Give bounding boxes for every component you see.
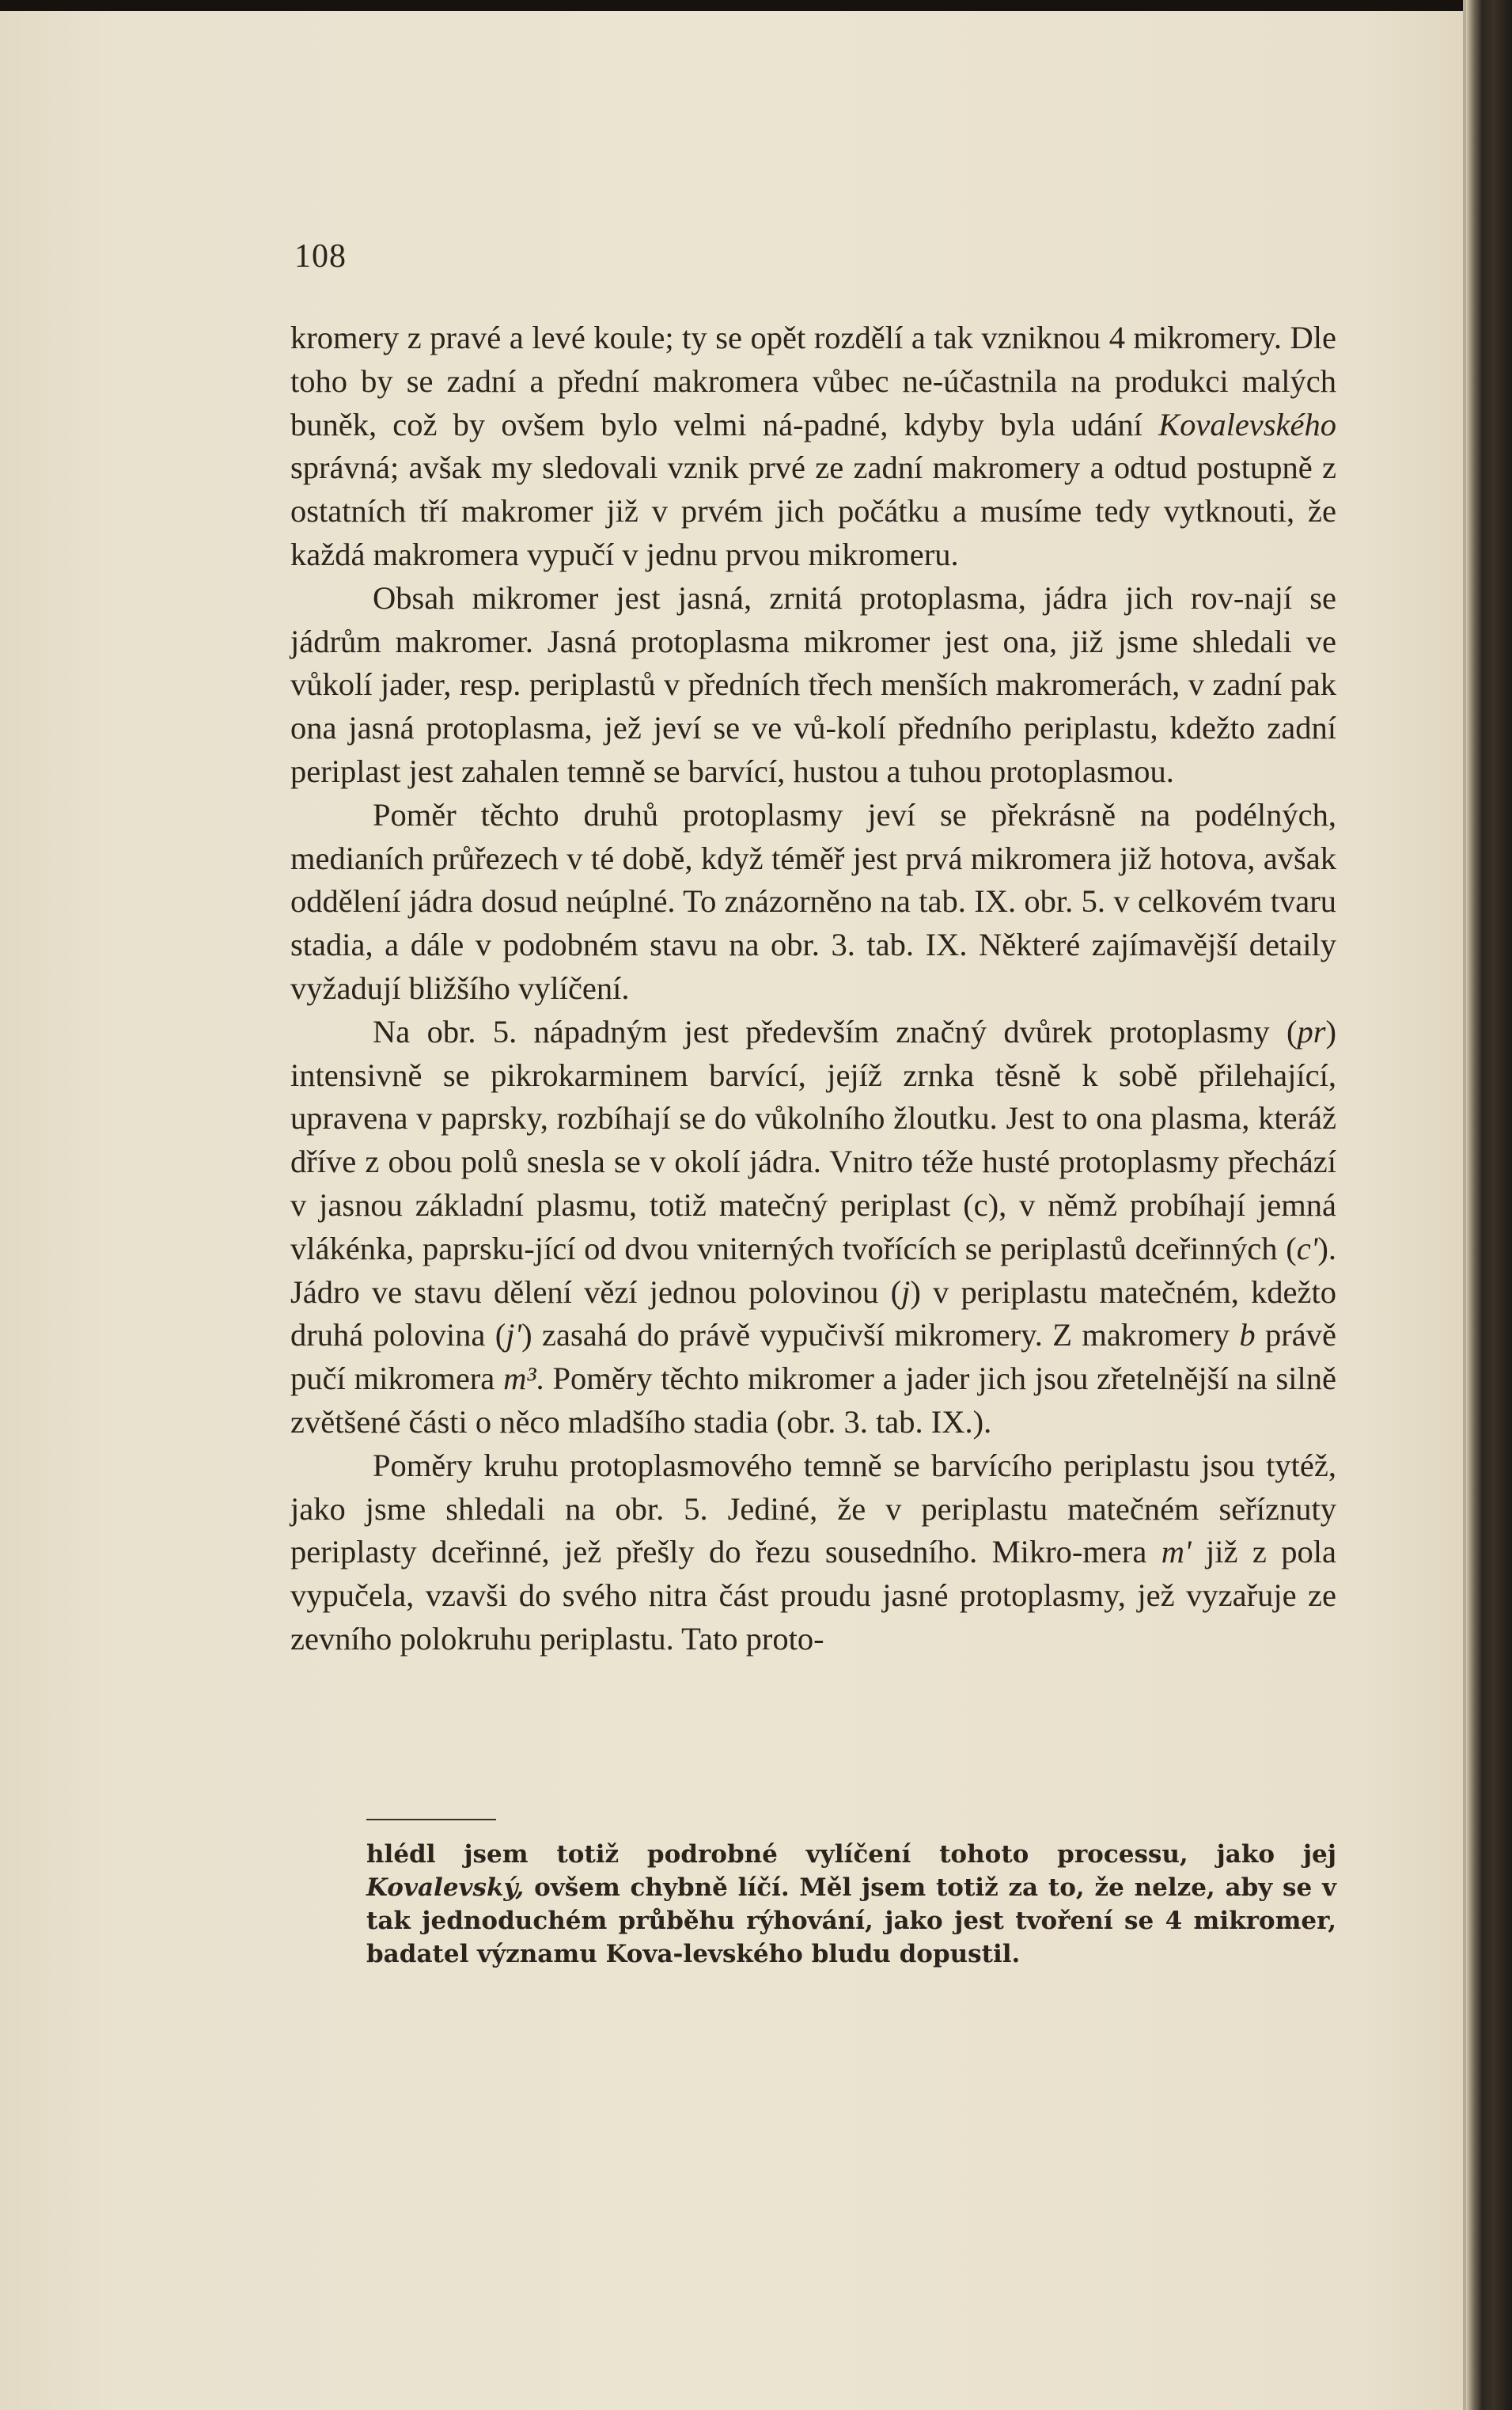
p4-label-m3: m³	[503, 1361, 536, 1397]
p4-text-c: ). Jádro ve stavu dělení vězí jednou polovinou (	[290, 1230, 1336, 1310]
p4-label-j: j	[901, 1273, 911, 1310]
footnote-text-b: ovšem chybně líčí. Měl jsem totiž za to, že nelze, aby se v tak jednoduchém průběhu rýhování, jako jest tvoření se 4 mikromer, badatel významu Kova-levského bludu dopustil.	[366, 1873, 1336, 1968]
p1-author-name: Kovalevského	[1158, 406, 1336, 442]
footnote-text-a: hlédl jsem totiž podrobné vylíčení tohoto processu, jako jej	[366, 1840, 1336, 1869]
paragraph-2: Obsah mikromer jest jasná, zrnitá protoplasma, jádra jich rov-nají se jádrům makromer. Jasná protoplasma mikromer jest ona, již jsme shledali ve vůkolí jader, resp. periplastů v předních třech menších makromerách, v zadní pak ona jasná protoplasma, jež jeví se ve vů-kolí předního periplastu, kdežto zadní periplast jest zahalen temně se barvící, hustou a tuhou protoplasmou.	[290, 579, 1336, 789]
p4-label-pr: pr	[1297, 1013, 1326, 1049]
scan-top-edge	[0, 0, 1512, 11]
p4-label-j-prime: j'	[506, 1317, 522, 1353]
book-spine-edge	[1466, 0, 1512, 2410]
paragraph-5	[290, 1444, 1336, 1661]
p5-text-a: Poměry kruhu protoplasmového temně se barvícího periplastu jsou tytéž, jako jsme shledali na obr. 5. Jediné, že v periplastu matečném seříznuty periplasty dceřinné, jež přešly do řezu sousedního. Mikro-mera	[290, 1447, 1336, 1570]
p4-text-e: ) zasahá do právě vypučivší mikromery. Z makromery	[521, 1317, 1240, 1353]
p4-text-b: ) intensivně se pikrokarminem barvící, jejíž zrnka těsně k sobě přilehající, upravena v paprsky, rozbíhají se do vůkolního žloutku. Jest to ona plasma, kteráž dříve z obou polů snesla se v okolí jádra. Vnitro téže husté protoplasmy přechází v jasnou základní plasmu, totiž matečný periplast (c), v němž probíhají jemná vlákénka, paprsku-jící od dvou vniterných tvořících se periplastů dceřinných (	[290, 1013, 1336, 1266]
paragraph-4	[290, 1011, 1336, 1444]
footnote	[366, 1838, 1336, 1971]
footnote-paragraph	[366, 1838, 1336, 1971]
footnote-divider	[366, 1819, 496, 1820]
p4-text-d: ) v periplastu matečném, kdežto druhá polovina (	[290, 1273, 1336, 1353]
p5-label-m-prime: m'	[1161, 1534, 1192, 1570]
p4-label-c-prime: c'	[1296, 1230, 1318, 1266]
p4-text-f: právě pučí mikromera	[290, 1317, 1336, 1397]
p4-text-a: Na obr. 5. nápadným jest především značný dvůrek protoplasmy (	[373, 1013, 1298, 1049]
p4-text-g: . Poměry těchto mikromer a jader jich jsou zřetelnější na silně zvětšené části o něco mladšího stadia (obr. 3. tab. IX.).	[290, 1361, 1336, 1440]
main-text	[290, 317, 1336, 1661]
p5-text-b: již z pola vypučela, vzavši do svého nitra část proudu jasné protoplasmy, jež vyzařuje ze zevního polokruhu periplastu. Tato proto-	[290, 1534, 1337, 1657]
paragraph-1	[290, 317, 1336, 577]
p4-label-b: b	[1239, 1317, 1256, 1353]
p1-text-b: správná; avšak my sledovali vznik prvé ze zadní makromery a odtud postupně z ostatních tří makromer již v prvém jich počátku a musíme tedy vytknouti, že každá makromera vypučí v jednu prvou mikromeru.	[290, 450, 1336, 572]
page-number: 108	[294, 238, 347, 275]
p1-text-a: kromery z pravé a levé koule; ty se opět rozdělí a tak vzniknou 4 mikromery. Dle toho by se zadní a přední makromera vůbec ne-účastnila na produkci malých buněk, což by ovšem bylo velmi ná-padné, kdyby byla udání	[290, 320, 1336, 442]
paragraph-3: Poměr těchto druhů protoplasmy jeví se překrásně na podélných, medianích průřezech v té době, když téměř jest prvá mikromera již hotova, avšak oddělení jádra dosud neúplné. To znázorněno na tab. IX. obr. 5. v celkovém tvaru stadia, a dále v podobném stavu na obr. 3. tab. IX. Některé zajímavější detaily vyžadují bližšího vylíčení.	[290, 796, 1336, 1006]
footnote-author-name: Kovalevský,	[366, 1873, 525, 1902]
